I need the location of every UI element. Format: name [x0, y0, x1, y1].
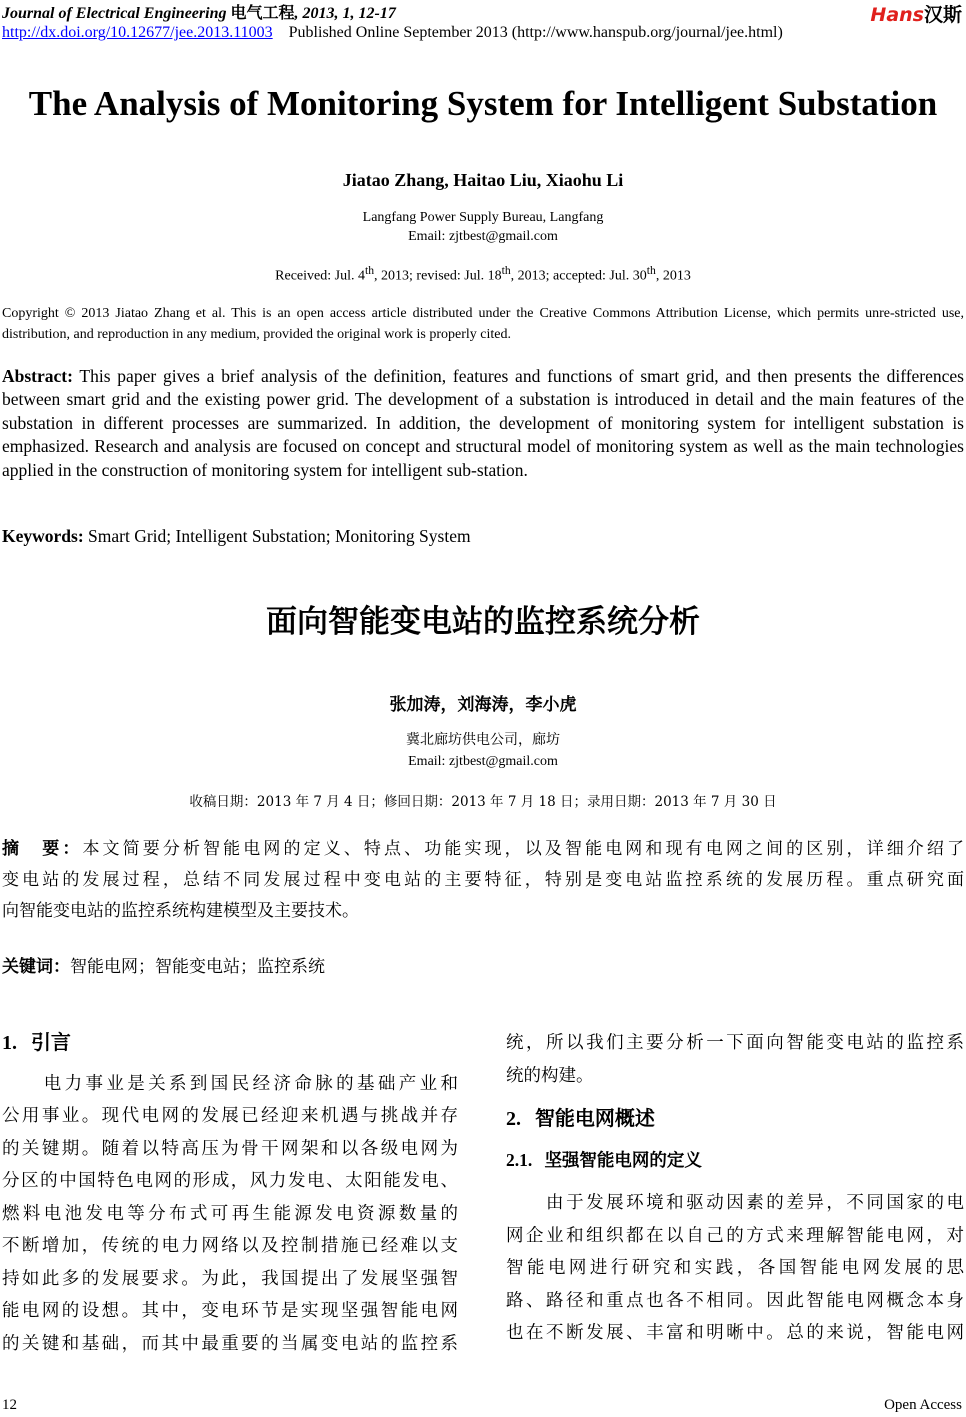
paper-title: The Analysis of Monitoring System for Intelligent Substation — [28, 84, 938, 123]
section-1-heading: 1. 引言 — [2, 1030, 71, 1054]
hans-logo — [870, 0, 962, 27]
email: Email: zjtbest@gmail.com — [408, 229, 558, 244]
section-2-1-body: 由于发展环境和驱动因素的差异，不同国家的电 网企业和组织都在以自己的方式来理解智能电网，对 智能电网进行研究和实践，各国智能电网发展的思 路、路径和重点也各不相同。因此智能电网概念本身 也在不断发展、丰富和明晰中。总的来说，智能电网 — [506, 1193, 964, 1343]
right-column: 统，所以我们主要分析一下面向智能变电站的监控系 统的构建。 2. 智能电网概述 2.1. 坚强智能电网的定义 由于发展环境和驱动因素的差异，不同国家的电 网企业和组织都在以自己的方式来理解智能电网，对 智能电网进行研究和实践，各国智能电网发展的思 路、路径和重点也各不相同。因此智能电网概念本身 也在不断发展、丰富和明晰中。总的来说，智能电网 — [506, 1027, 964, 1350]
section-2-1-heading: 2.1. 坚强智能电网的定义 — [506, 1149, 702, 1171]
abstract-text: This paper gives a brief analysis of the definition, features and functions of smart grid, and then presents the differences between smart grid and the existing power grid. The development of a substation is introduced in detail and the main features of the substation in different processes are summarized. In addition, the development of monitoring system for intelligent substation is emphasized. Research and analysis are focused on concept and structural model of monitoring system as well as the main technologies applied in the construction of monitoring system for intelligent sub-station. — [2, 366, 964, 480]
cn-authors: 张加涛，刘海涛，李小虎 — [389, 695, 577, 715]
cn-email: Email: zjtbest@gmail.com — [408, 754, 558, 769]
section-1-body: 电力事业是关系到国民经济命脉的基础产业和 公用事业。现代电网的发展已经迎来机遇与挑战并存 的关键期。随着以特高压为骨干网架和以各级电网为 分区的中国特色电网的形成，风力发电、太阳能发电、 燃料电池发电等分布式可再生能源发电资源数量的 不断增加，传统的电力网络以及控制措施已经难以支 持如此多的发展要求。为此，我国提出了发展坚强智 能电网的设想。其中，变电环节是实现坚强智能电网 的关键和基础，而其中最重要的当属变电站的监控系 — [2, 1073, 458, 1354]
logo-en: Hans — [870, 4, 924, 26]
keywords — [2, 526, 471, 547]
page-number: 12 — [2, 1397, 17, 1413]
journal-name: Journal of Electrical Engineering — [2, 5, 227, 22]
copyright: Copyright © 2013 Jiatao Zhang et al. This is an open access article distributed under the Creative Commons Attribution License, which permits unre-stricted use, distribution, and reproduction in any medium, provided the original work is properly cited. — [2, 306, 964, 342]
cn-keywords-label: 关键词： — [2, 957, 70, 977]
cn-abstract-label: 摘 要： — [2, 839, 83, 859]
cn-keywords — [2, 952, 325, 977]
affiliation: Langfang Power Supply Bureau, Langfang — [362, 210, 604, 225]
cn-affiliation-block — [0, 730, 966, 772]
cn-keywords-text: 智能电网；智能变电站；监控系统 — [70, 957, 325, 977]
cn-abstract: 摘 要：本文简要分析智能电网的定义、特点、功能实现，以及智能电网和现有电网之间的区别，详细介绍了 变电站的发展过程，总结不同发展过程中变电站的主要特征，特别是变电站监控系统的发展历程。重点研究面 向智能变电站的监控系统构建模型及主要技术。 — [2, 839, 965, 921]
keywords-text: Smart Grid; Intelligent Substation; Monitoring System — [88, 526, 471, 546]
abstract — [2, 365, 964, 482]
doi-link[interactable]: http://dx.doi.org/10.12677/jee.2013.11003 — [2, 24, 273, 41]
authors: Jiatao Zhang, Haitao Liu, Xiaohu Li — [342, 170, 624, 190]
keywords-label: Keywords: — [2, 526, 84, 546]
doi-line — [2, 24, 783, 42]
journal-name-cn: 电气工程 — [230, 5, 295, 22]
affiliation-block — [0, 208, 966, 246]
cn-received-dates: 收稿日期：2013 年 7 月 4 日；修回日期：2013 年 7 月 18 日；录用日期：2013 年 7 月 30 日 — [189, 794, 777, 810]
received-dates: Received: Jul. 4th, 2013; revised: Jul. 18th, 2013; accepted: Jul. 30th, 2013 — [275, 264, 691, 284]
cn-title: 面向智能变电站的监控系统分析 — [266, 604, 700, 640]
journal-citation — [2, 0, 396, 23]
abstract-label: Abstract: — [2, 366, 73, 386]
left-column — [2, 1026, 458, 1360]
open-access-label: Open Access — [884, 1397, 962, 1413]
citation: , 2013, 1, 12-17 — [294, 5, 396, 22]
logo-cn: 汉斯 — [923, 4, 962, 26]
section-2-heading: 2. 智能电网概述 — [506, 1106, 655, 1130]
published-info: Published Online September 2013 (http://www.hanspub.org/journal/jee.html) — [288, 24, 783, 41]
cn-affiliation: 冀北廊坊供电公司，廊坊 — [406, 732, 560, 748]
